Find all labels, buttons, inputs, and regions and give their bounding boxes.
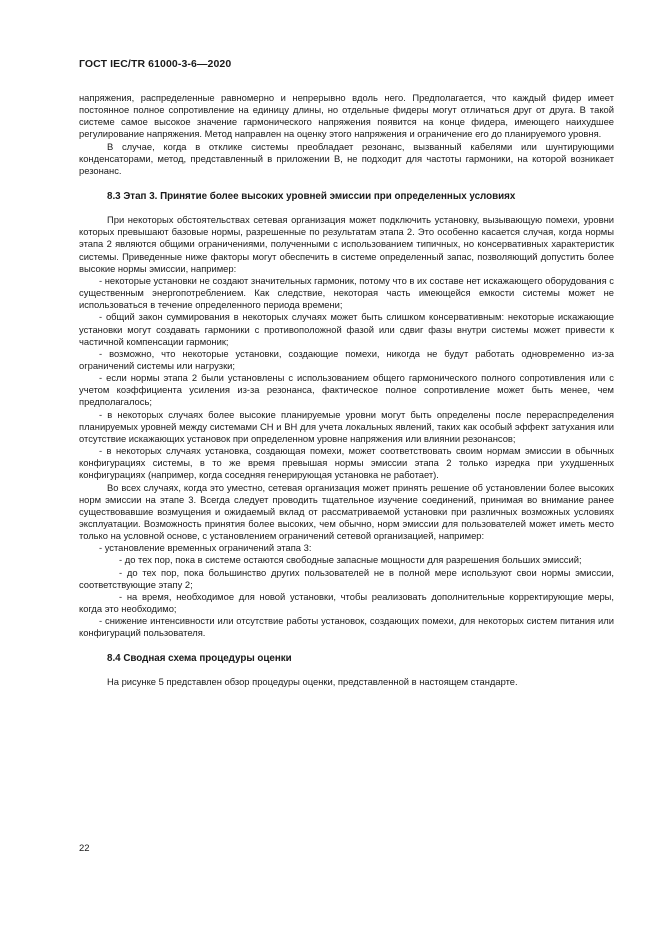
page-number: 22 [79,843,90,854]
list-item: - возможно, что некоторые установки, создающие помехи, никогда не будут работать одновременно из-за ограничений системы или нагрузки; [79,347,614,371]
paragraph: В случае, когда в отклике системы преобладает резонанс, вызванный кабелями или шунтирующими конденсаторами, метод, представленный в приложении B, не подходит для частоты гармоники, на которой возникает резонанс. [79,140,614,176]
list-item: - до тех пор, пока большинство других пользователей не в полной мере используют свои нормы эмиссии, соответствующие этапу 2; [79,566,614,590]
list-item: - если нормы этапа 2 были установлены с использованием общего гармонического полного сопротивления или с учетом коэффициента усиления из-за резонанса, фактическое полное сопротивление может быть менее, чем предполагалось; [79,372,614,408]
paragraph: На рисунке 5 представлен обзор процедуры оценки, представленной в настоящем стандарте. [107,675,518,687]
list-item: - снижение интенсивности или отсутствие работы установок, создающих помехи, для некоторых систем питания или конфигураций пользователя. [79,615,614,639]
list-item: - общий закон суммирования в некоторых случаях может быть слишком консервативным: некоторые искажающие установки могут создавать гармоники с противоположной фазой или сдвиг фазы внутри системы может привести к частичной компенсации гармоник; [79,311,614,347]
list-item: - некоторые установки не создают значительных гармоник, потому что в их составе нет искажающего оборудования с существенным энергопотреблением. Как следствие, некоторая часть имеющейся емкости системы может не использоваться в течение определенного периода времени; [79,274,614,311]
list-item: - на время, необходимое для новой установки, чтобы реализовать дополнительные корректирующие меры, когда это необходимо; [79,590,614,615]
section-heading-8-3: 8.3 Этап 3. Принятие более высоких уровней эмиссии при определенных условиях [107,191,516,203]
document-header: ГОСТ IEC/TR 61000-3-6—2020 [79,58,232,70]
paragraph: Во всех случаях, когда это уместно, сетевая организация может принять решение об установлении более высоких норм эмиссии на этапе 3. Всегда следует проводить тщательное изучение соединений, принимая во внимание ранее существовавшие возмущения и ожидаемый вклад от рассматриваемой установки при различных возможных условиях эксплуатации. Возможность принятия более высоких, чем обычно, норм эмиссии для пользователей может иметь место только на условной основе, с установлением ограничений сетевой организацией, например: [79,481,614,542]
list-item: - в некоторых случаях более высокие планируемые уровни могут быть определены после перераспределения планируемых уровней между системами СН и ВН для учета локальных явлений, таких как особый эффект затухания или отсутствие искажающих установок при определенном уровне напряжения или влиянии резонансов; [79,408,614,444]
paragraph: напряжения, распределенные равномерно и непрерывно вдоль него. Предполагается, что каждый фидер имеет постоянное полное сопротивление на единицу длины, но отдельные фидеры могут отличаться друг от друга. В такой системе самое высокое значение гармонического напряжения появится на конце фидера, имеющего наихудшее регулирование напряжения. Метод направлен на оценку этого напряжения и ограничение его до планируемого уровня. [79,92,614,140]
paragraph: При некоторых обстоятельствах сетевая организация может подключить установку, вызывающую помехи, уровни которых превышают базовые нормы, разрешенные по результатам этапа 2. Это особенно касается случая, когда нормы этапа 2 являются общими ограничениями, полученными с использованием типичных, но консервативных характеристик системы. Приведенные ниже факторы могут обеспечить в системе определенный запас, позволяющий допустить более высокие нормы эмиссии, например: [79,214,614,274]
section-heading-8-4: 8.4 Сводная схема процедуры оценки [107,652,292,664]
document-body [79,92,614,688]
list-item: - в некоторых случаях установка, создающая помехи, может соответствовать своим нормам эмиссии в обычных конфигурациях системы, в то же время превышая нормы эмиссии этапа 2 только изредка при ухудшенных конфигурациях (например, когда соседняя генерирующая установка не работает). [79,445,614,481]
list-item: - до тех пор, пока в системе остаются свободные запасные мощности для разрешения больших эмиссий; [119,554,582,566]
list-item: - установление временных ограничений этапа 3: [99,542,312,554]
